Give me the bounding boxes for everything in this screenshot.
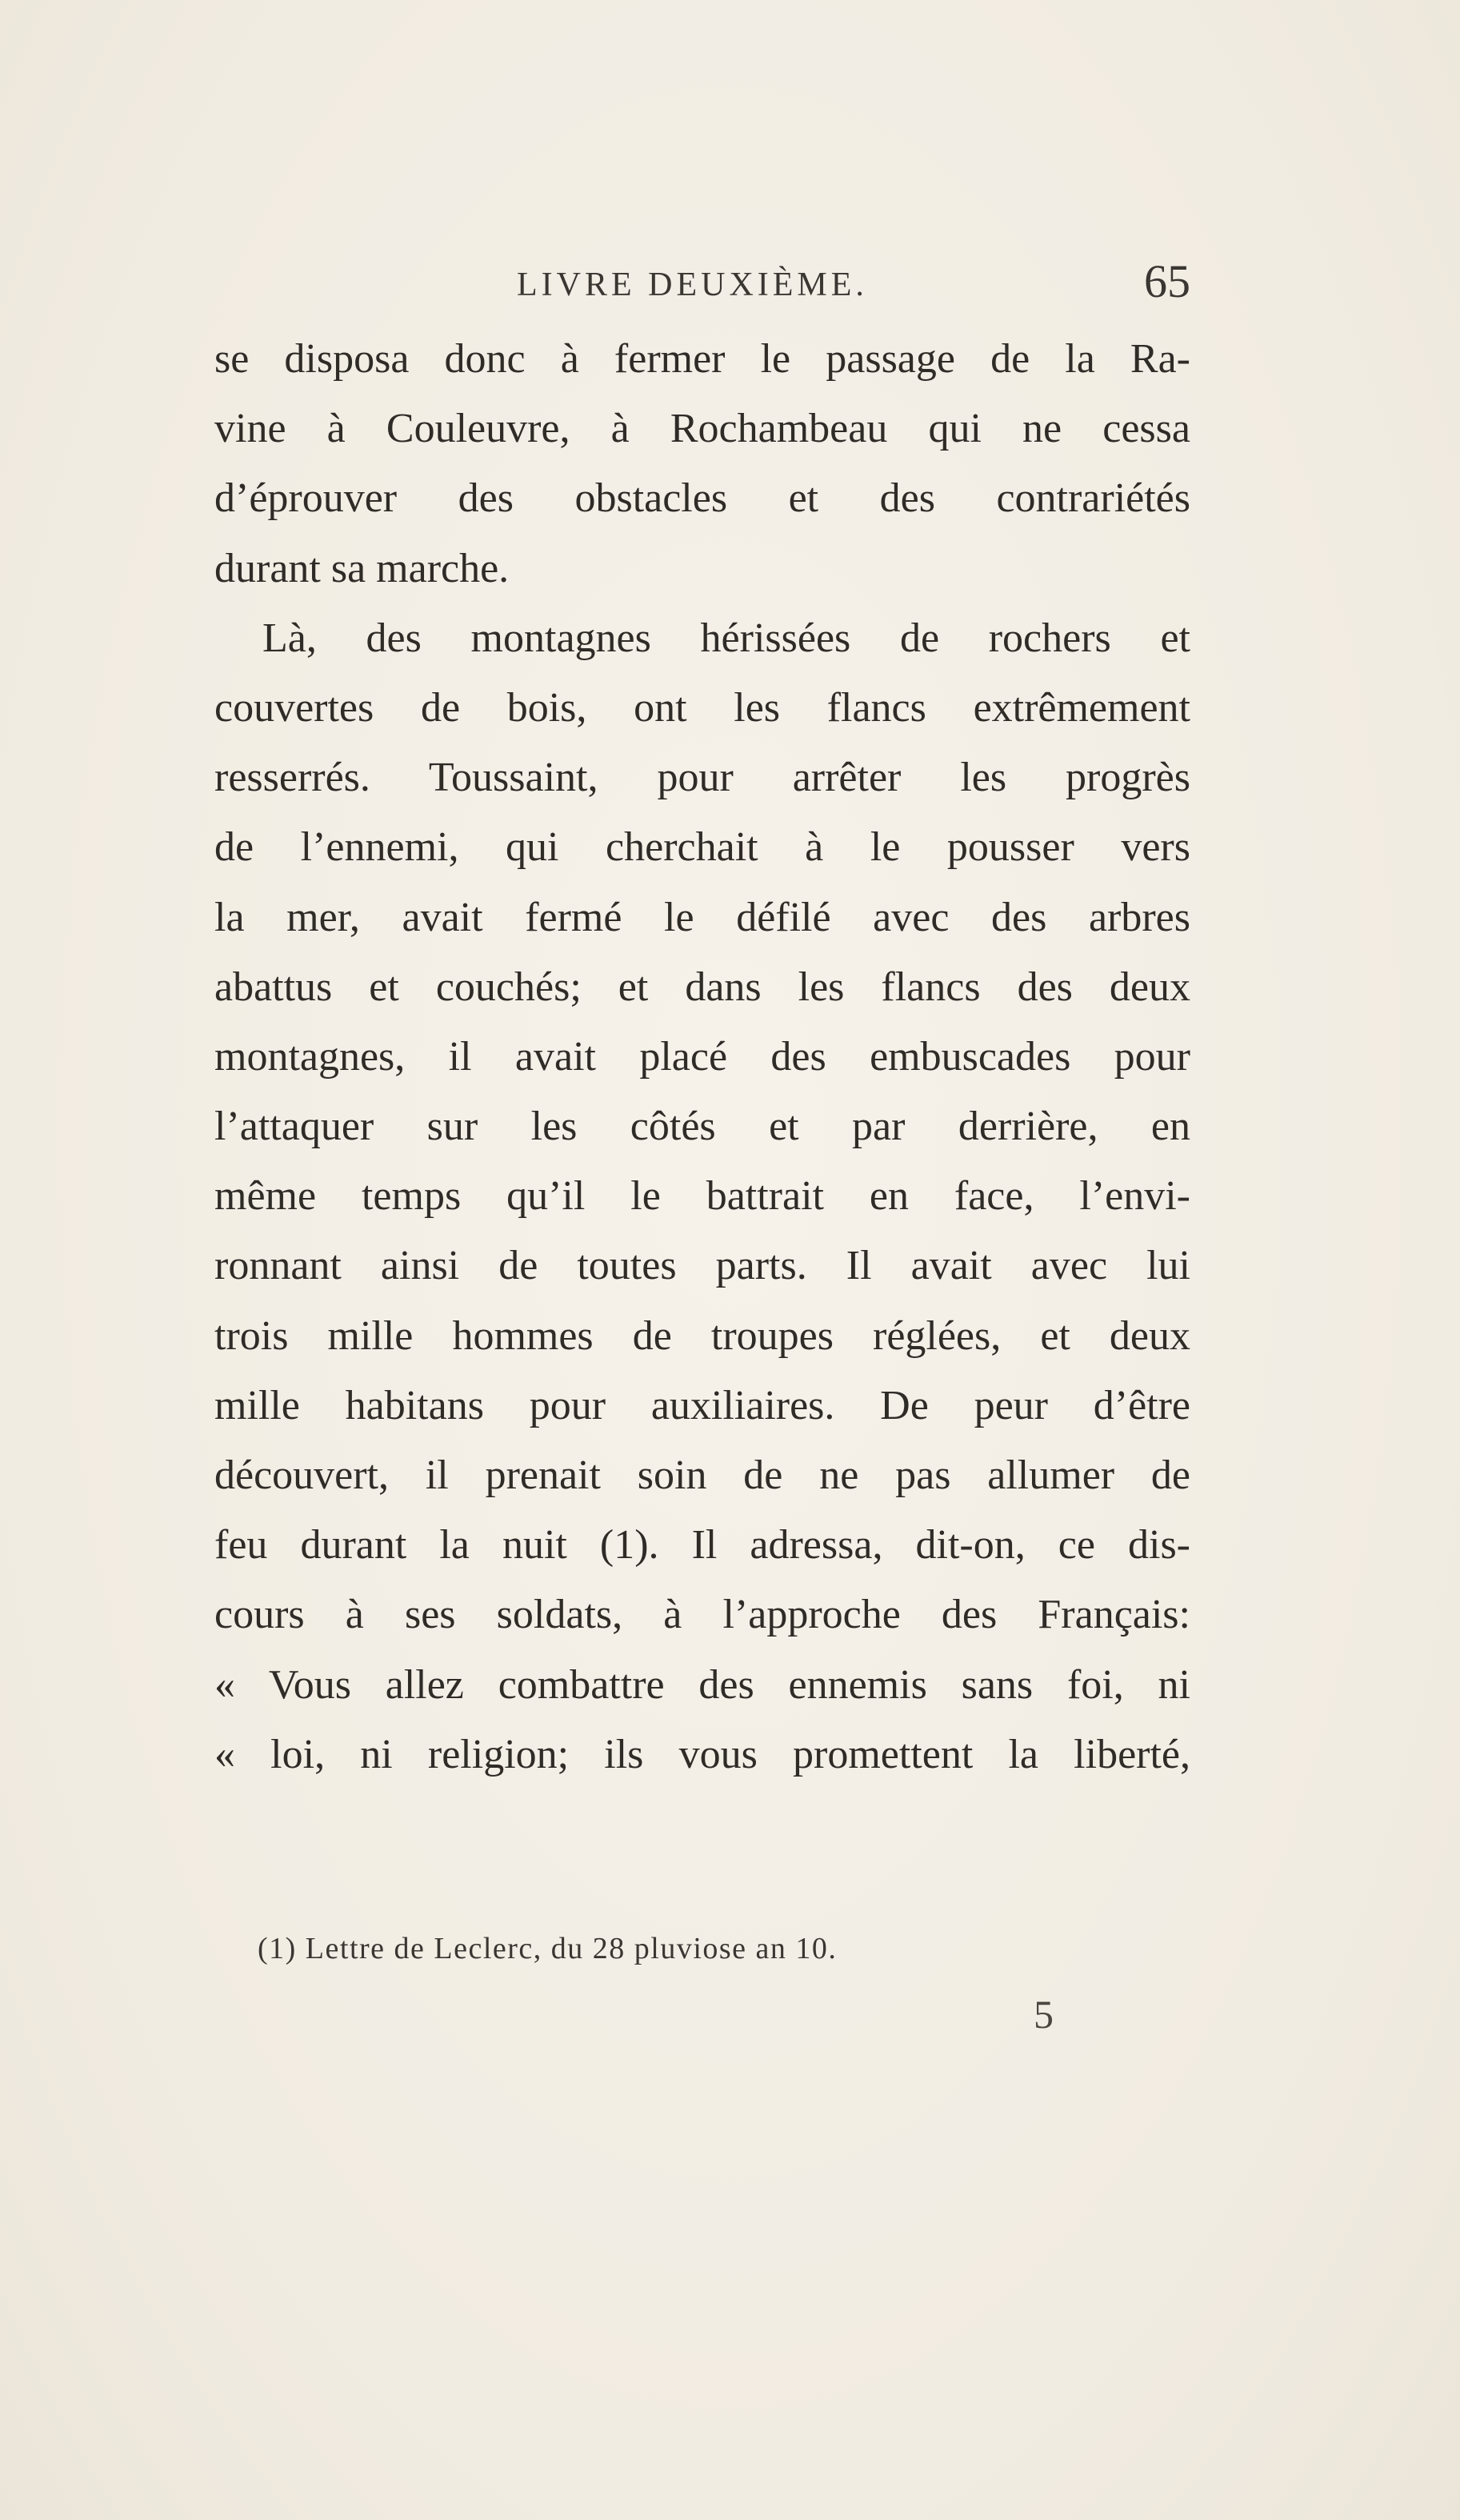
running-head (214, 254, 1190, 319)
text-line: ronnant ainsi de toutes parts. Il avait avec lui (214, 1243, 1190, 1289)
text-line: cours à ses soldats, à l’approche des Français: (214, 1592, 1190, 1638)
text-line: découvert, il prenait soin de ne pas allumer de (214, 1452, 1190, 1498)
text-line: l’attaquer sur les côtés et par derrière, en (214, 1104, 1190, 1150)
text-line: montagnes, il avait placé des embuscades pour (214, 1033, 1190, 1080)
text-line: « Vous allez combattre des ennemis sans foi, ni (214, 1661, 1190, 1708)
signature-mark: 5 (1034, 1992, 1054, 2037)
running-title: LIVRE DEUXIÈME. (517, 266, 868, 303)
footnote: (1) Lettre de Leclerc, du 28 pluviose an 10. (258, 1932, 838, 1965)
text-line: abattus et couchés; et dans les flancs des deux (214, 964, 1190, 1010)
text-line: trois mille hommes de troupes réglées, et deux (214, 1312, 1190, 1359)
body-text (214, 324, 1190, 1789)
text-line: même temps qu’il le battrait en face, l’envi- (214, 1173, 1190, 1220)
text-line: resserrés. Toussaint, pour arrêter les progrès (214, 755, 1190, 801)
page-number: 65 (1144, 255, 1190, 307)
text-line: de l’ennemi, qui cherchait à le pousser vers (214, 824, 1190, 871)
text-line: feu durant la nuit (1). Il adressa, dit-on, ce dis- (214, 1522, 1190, 1568)
text-line: couvertes de bois, ont les flancs extrêmement (214, 684, 1190, 731)
text-line: mille habitans pour auxiliaires. De peur d’être (214, 1382, 1190, 1428)
text-line: d’éprouver des obstacles et des contrariétés (214, 475, 1190, 522)
text-line: la mer, avait fermé le défilé avec des arbres (214, 894, 1190, 940)
text-line: « loi, ni religion; ils vous promettent la liberté, (214, 1731, 1190, 1777)
text-line: durant sa marche. (214, 545, 510, 591)
text-line: vine à Couleuvre, à Rochambeau qui ne cessa (214, 406, 1190, 452)
text-line: se disposa donc à fermer le passage de la Ra- (214, 336, 1190, 382)
text-line: Là, des montagnes hérissées de rochers et (262, 615, 1190, 661)
